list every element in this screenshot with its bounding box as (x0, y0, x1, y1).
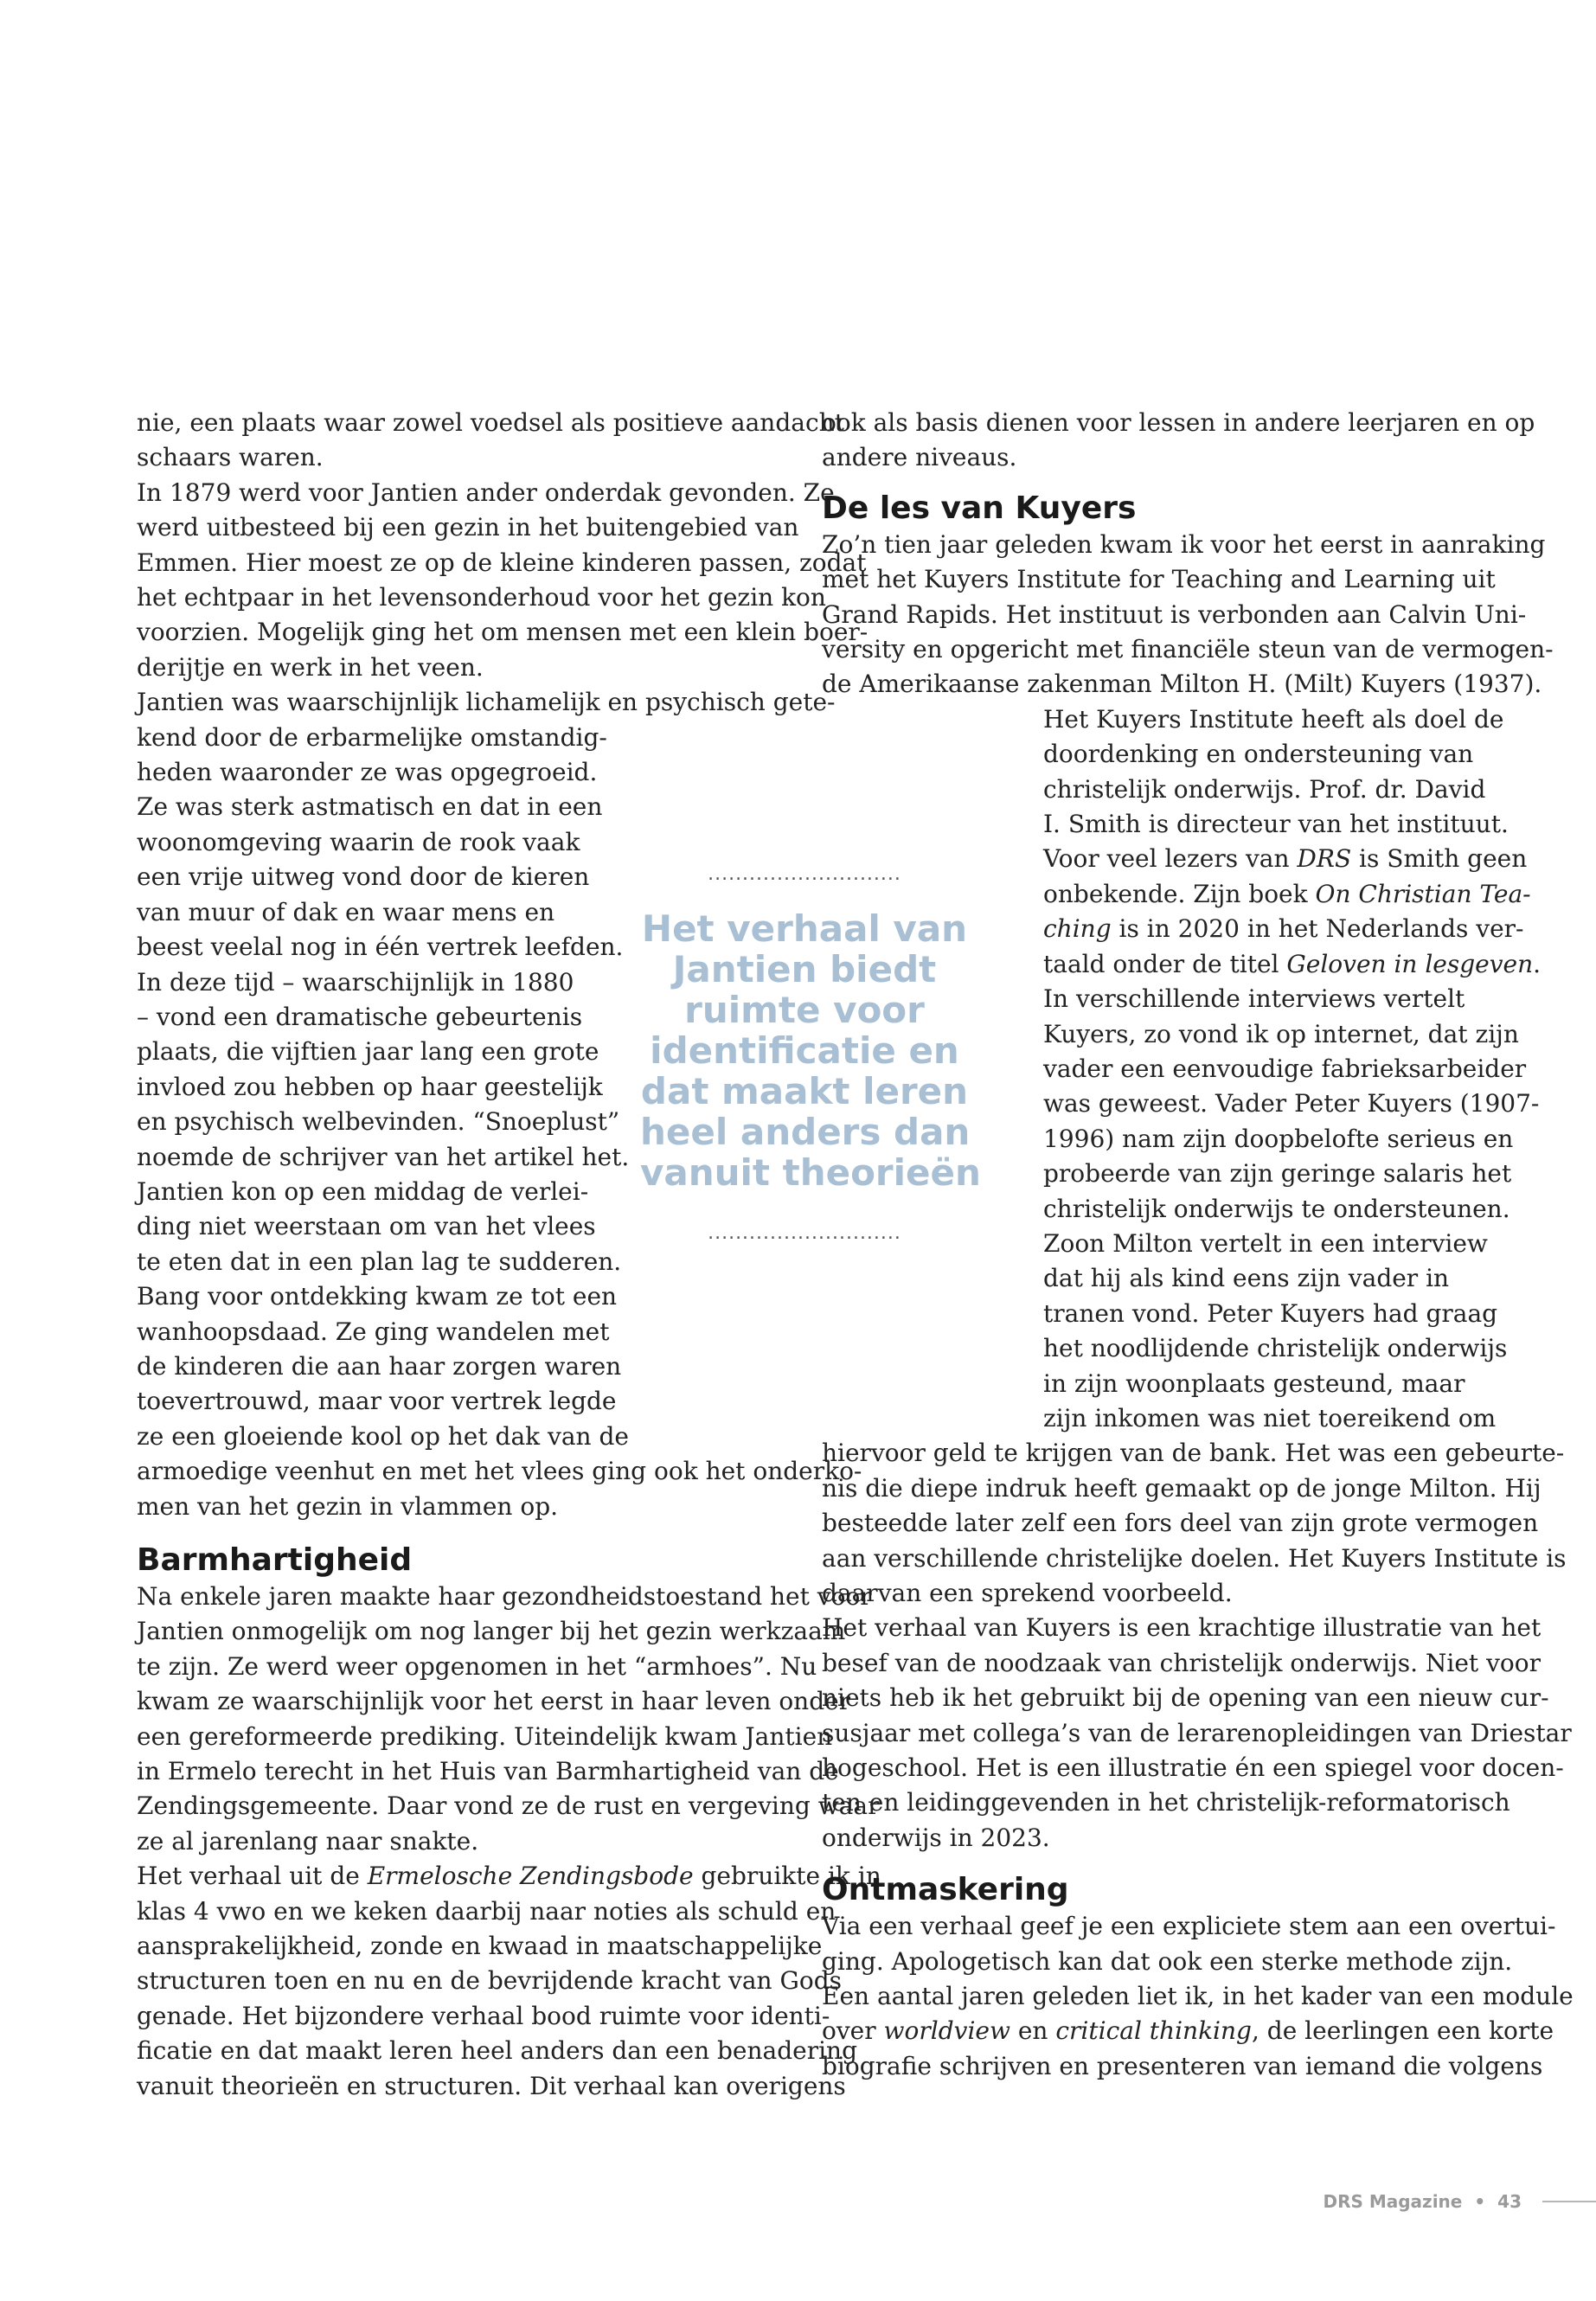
text-fragment: . (1533, 949, 1542, 978)
text-line: Kuyers, zo vond ik op internet, dat zijn (1043, 1019, 1519, 1048)
book-title: Geloven in lesgeven (1286, 949, 1534, 978)
pull-quote-text (640, 907, 981, 1194)
text-line: dat hij als kind eens zijn vader in (1043, 1264, 1450, 1293)
text-line: van muur of dak en waar mens en (137, 897, 555, 926)
text-line: versity en opgericht met financiële steun van de vermogen- (822, 635, 1554, 664)
text-line: een gereformeerde prediking. Uiteindelijk kwam Jantien (137, 1721, 833, 1751)
footer-rule (1542, 2201, 1596, 2202)
text-line: vader een eenvoudige fabrieksarbeider (1043, 1054, 1527, 1083)
text-fragment: Voor veel lezers van (1043, 844, 1298, 874)
text-line: woonomgeving waarin de rook vaak (137, 827, 580, 856)
text-fragment: over (822, 2016, 884, 2046)
text-line: 1996) nam zijn doopbelofte serieus en (1043, 1124, 1514, 1153)
text-line: zijn inkomen was niet toereikend om (1043, 1403, 1497, 1433)
text-line: biografie schrijven en presenteren van iemand die volgens (822, 2051, 1543, 2080)
pull-quote-line: vanuit theorieën (640, 1151, 981, 1194)
text-line: was geweest. Vader Peter Kuyers (1907- (1043, 1089, 1540, 1118)
term: worldview (883, 2016, 1010, 2046)
text-line (1043, 947, 1542, 982)
text-line: men van het gezin in vlammen op. (137, 1491, 559, 1521)
text-line: besteedde later zelf een fors deel van zijn grote vermogen (822, 1509, 1539, 1538)
text-line: Jantien was waarschijnlijk lichamelijk en psychisch gete- (137, 688, 836, 717)
text-line: Jantien onmogelijk om nog langer bij het gezin werkzaam (137, 1617, 846, 1646)
text-line: probeerde van zijn geringe salaris het (1043, 1159, 1512, 1189)
heading-barmhartigheid: Barmhartigheid (137, 1542, 413, 1578)
text-line: genade. Het bijzondere verhaal bood ruimte voor identi- (137, 2001, 830, 2030)
pull-quote-line: Jantien biedt (672, 948, 937, 990)
text-line: hiervoor geld te krijgen van de bank. Het was een gebeurte- (822, 1439, 1565, 1468)
text-line: aan verschillende christelijke doelen. Het Kuyers Institute is (822, 1543, 1567, 1573)
text-line: susjaar met collega’s van de lerarenopleidingen van Driestar (822, 1718, 1572, 1747)
text-line: de Amerikaanse zakenman Milton H. (Milt) Kuyers (1937). (822, 670, 1542, 699)
pull-quote (640, 863, 981, 1244)
text-line: ze een gloeiende kool op het dak van de (137, 1421, 629, 1451)
text-line: het echtpaar in het levensonderhoud voor het gezin kon (137, 583, 826, 612)
magazine-name: DRS (1297, 844, 1352, 874)
text-line: te eten dat in een plan lag te sudderen. (137, 1247, 622, 1276)
text-line: het noodlijdende christelijk onderwijs (1043, 1334, 1508, 1363)
text-line: Via een verhaal geef je een expliciete stem aan een overtui- (822, 1912, 1556, 1941)
text-line: Het verhaal van Kuyers is een krachtige illustratie van het (822, 1613, 1542, 1643)
text-line: Bang voor ontdekking kwam ze tot een (137, 1282, 618, 1311)
text-line: daarvan een sprekend voorbeeld. (822, 1579, 1233, 1607)
text-line: kend door de erbarmelijke omstandig- (137, 722, 607, 752)
text-line: onderwijs in 2023. (822, 1823, 1050, 1852)
text-line: christelijk onderwijs te ondersteunen. (1043, 1194, 1510, 1223)
text-fragment: onbekende. Zijn boek (1043, 879, 1316, 908)
text-line: niets heb ik het gebruikt bij de opening van een nieuw cur- (822, 1683, 1549, 1713)
text-line: derijtje en werk in het veen. (137, 652, 484, 682)
separator-bullet: • (1474, 2191, 1486, 2212)
text-fragment: , de leerlingen een korte (1251, 2016, 1554, 2046)
right-column (822, 406, 1574, 2084)
pull-quote-line: identificatie en (650, 1029, 959, 1072)
text-fragment: en (1010, 2016, 1056, 2046)
text-line: kwam ze waarschijnlijk voor het eerst in haar leven onder (137, 1687, 851, 1716)
text-line: heden waaronder ze was opgegroeid. (137, 758, 598, 787)
text-fragment: Het verhaal uit de (137, 1862, 368, 1891)
magazine-name: DRS Magazine (1323, 2191, 1463, 2212)
pull-quote-line: heel anders dan (640, 1111, 971, 1153)
text-line: hogeschool. Het is een illustratie én een spiegel voor docen- (822, 1753, 1564, 1783)
text-line: Grand Rapids. Het instituut is verbonden aan Calvin Uni- (822, 599, 1527, 629)
text-line: schaars waren. (137, 443, 324, 472)
text-line: noemde de schrijver van het artikel het. (137, 1142, 630, 1171)
text-line: plaats, die vijftien jaar lang een grote (137, 1037, 599, 1067)
text-line: werd uitbesteed bij een gezin in het buitengebied van (137, 513, 799, 542)
text-line: structuren toen en nu en de bevrijdende kracht van Gods (137, 1966, 843, 1996)
text-line: In verschillende interviews vertelt (1043, 984, 1465, 1014)
text-line: voorzien. Mogelijk ging het om mensen met een klein boer- (137, 618, 869, 647)
text-line: vanuit theorieën en structuren. Dit verhaal kan overigens (137, 2071, 846, 2100)
text-line: In 1879 werd voor Jantien ander onderdak gevonden. Ze (137, 478, 835, 507)
text-line (1043, 842, 1528, 876)
text-fragment: is Smith geen (1351, 844, 1528, 874)
text-line: Zo’n tien jaar geleden kwam ik voor het eerst in aanraking (822, 529, 1546, 559)
pull-quote-line: ruimte voor (684, 989, 925, 1031)
text-line (822, 2014, 1554, 2048)
text-line: een vrije uitweg vond door de kieren (137, 862, 590, 892)
book-title: On Christian Tea- (1315, 879, 1531, 908)
text-line: ging. Apologetisch kan dat ook een sterke methode zijn. (822, 1946, 1513, 1976)
text-line: ze al jarenlang naar snakte. (137, 1826, 479, 1856)
text-line: met het Kuyers Institute for Teaching and Learning uit (822, 565, 1496, 594)
text-fragment: gebruikte ik in (693, 1862, 881, 1891)
text-line: te zijn. Ze werd weer opgenomen in het “armhoes”. Nu (137, 1651, 817, 1681)
text-line: aansprakelijkheid, zonde en kwaad in maatschappelijke (137, 1932, 823, 1961)
text-line (137, 1859, 881, 1894)
text-line (1043, 877, 1531, 912)
text-line: Ze was sterk astmatisch en dat in een (137, 792, 603, 822)
text-fragment: is in 2020 in het Nederlands ver- (1111, 914, 1524, 944)
text-line: besef van de noodzaak van christelijk onderwijs. Niet voor (822, 1648, 1542, 1677)
text-line: ding niet weerstaan om van het vlees (137, 1212, 596, 1241)
text-line: Het Kuyers Institute heeft als doel de (1043, 704, 1504, 734)
text-line: ten en leidinggevenden in het christelijk-reformatorisch (822, 1788, 1510, 1817)
text-line: de kinderen die aan haar zorgen waren (137, 1351, 622, 1381)
text-line: ficatie en dat maakt leren heel anders dan een benadering (137, 2036, 858, 2066)
publication-title: Ermelosche Zendingsbode (367, 1862, 694, 1891)
text-line: Een aantal jaren geleden liet ik, in het kader van een module (822, 1982, 1574, 2011)
text-line: toevertrouwd, maar voor vertrek legde (137, 1387, 617, 1416)
dotted-rule-top: ............................ (708, 863, 901, 885)
text-fragment: taald onder de titel (1043, 949, 1287, 978)
text-line: en psychisch welbevinden. “Snoeplust” (137, 1107, 620, 1137)
text-line: klas 4 vwo en we keken daarbij naar noties als schuld en (137, 1896, 836, 1926)
text-line: in zijn woonplaats gesteund, maar (1043, 1368, 1465, 1398)
text-line: tranen vond. Peter Kuyers had graag (1043, 1298, 1498, 1328)
text-line: christelijk onderwijs. Prof. dr. David (1043, 774, 1486, 804)
term: critical thinking (1055, 2016, 1252, 2046)
page-number: 43 (1497, 2191, 1522, 2212)
heading-ontmaskering: Ontmaskering (822, 1872, 1069, 1908)
text-line: in Ermelo terecht in het Huis van Barmhartigheid van de (137, 1757, 839, 1786)
text-line: wanhoopsdaad. Ze ging wandelen met (137, 1317, 610, 1346)
page-footer (1323, 2189, 1596, 2214)
text-line: beest veelal nog in één vertrek leefden. (137, 933, 624, 962)
text-line: doordenking en ondersteuning van (1043, 740, 1474, 769)
text-line: Zendingsgemeente. Daar vond ze de rust en vergeving waar (137, 1791, 880, 1821)
text-line: Jantien kon op een middag de verlei- (137, 1176, 589, 1206)
text-line: In deze tijd – waarschijnlijk in 1880 (137, 967, 574, 997)
dotted-rule-bottom: ............................ (708, 1222, 901, 1244)
book-title: ching (1043, 914, 1112, 944)
pull-quote-line: Het verhaal van (641, 907, 968, 950)
text-line: invloed zou hebben op haar geestelijk (137, 1072, 603, 1101)
text-line: nie, een plaats waar zowel voedsel als positieve aandacht (137, 408, 844, 437)
text-line: andere niveaus. (822, 443, 1017, 472)
text-line: I. Smith is directeur van het instituut. (1043, 810, 1509, 839)
pull-quote-line: dat maakt leren (640, 1070, 969, 1112)
text-line: – vond een dramatische gebeurtenis (137, 1002, 583, 1031)
text-line: nis die diepe indruk heeft gemaakt op de jonge Milton. Hij (822, 1473, 1542, 1503)
heading-de-les-van-kuyers: De les van Kuyers (822, 490, 1137, 526)
text-line: Zoon Milton vertelt in een interview (1043, 1228, 1488, 1258)
text-line: Na enkele jaren maakte haar gezondheidstoestand het voor (137, 1582, 872, 1611)
text-line: armoedige veenhut en met het vlees ging ook het onderko- (137, 1457, 862, 1486)
text-line: Emmen. Hier moest ze op de kleine kinderen passen, zodat (137, 548, 867, 577)
text-line: ook als basis dienen voor lessen in andere leerjaren en op (822, 408, 1535, 437)
text-line (1043, 912, 1524, 946)
